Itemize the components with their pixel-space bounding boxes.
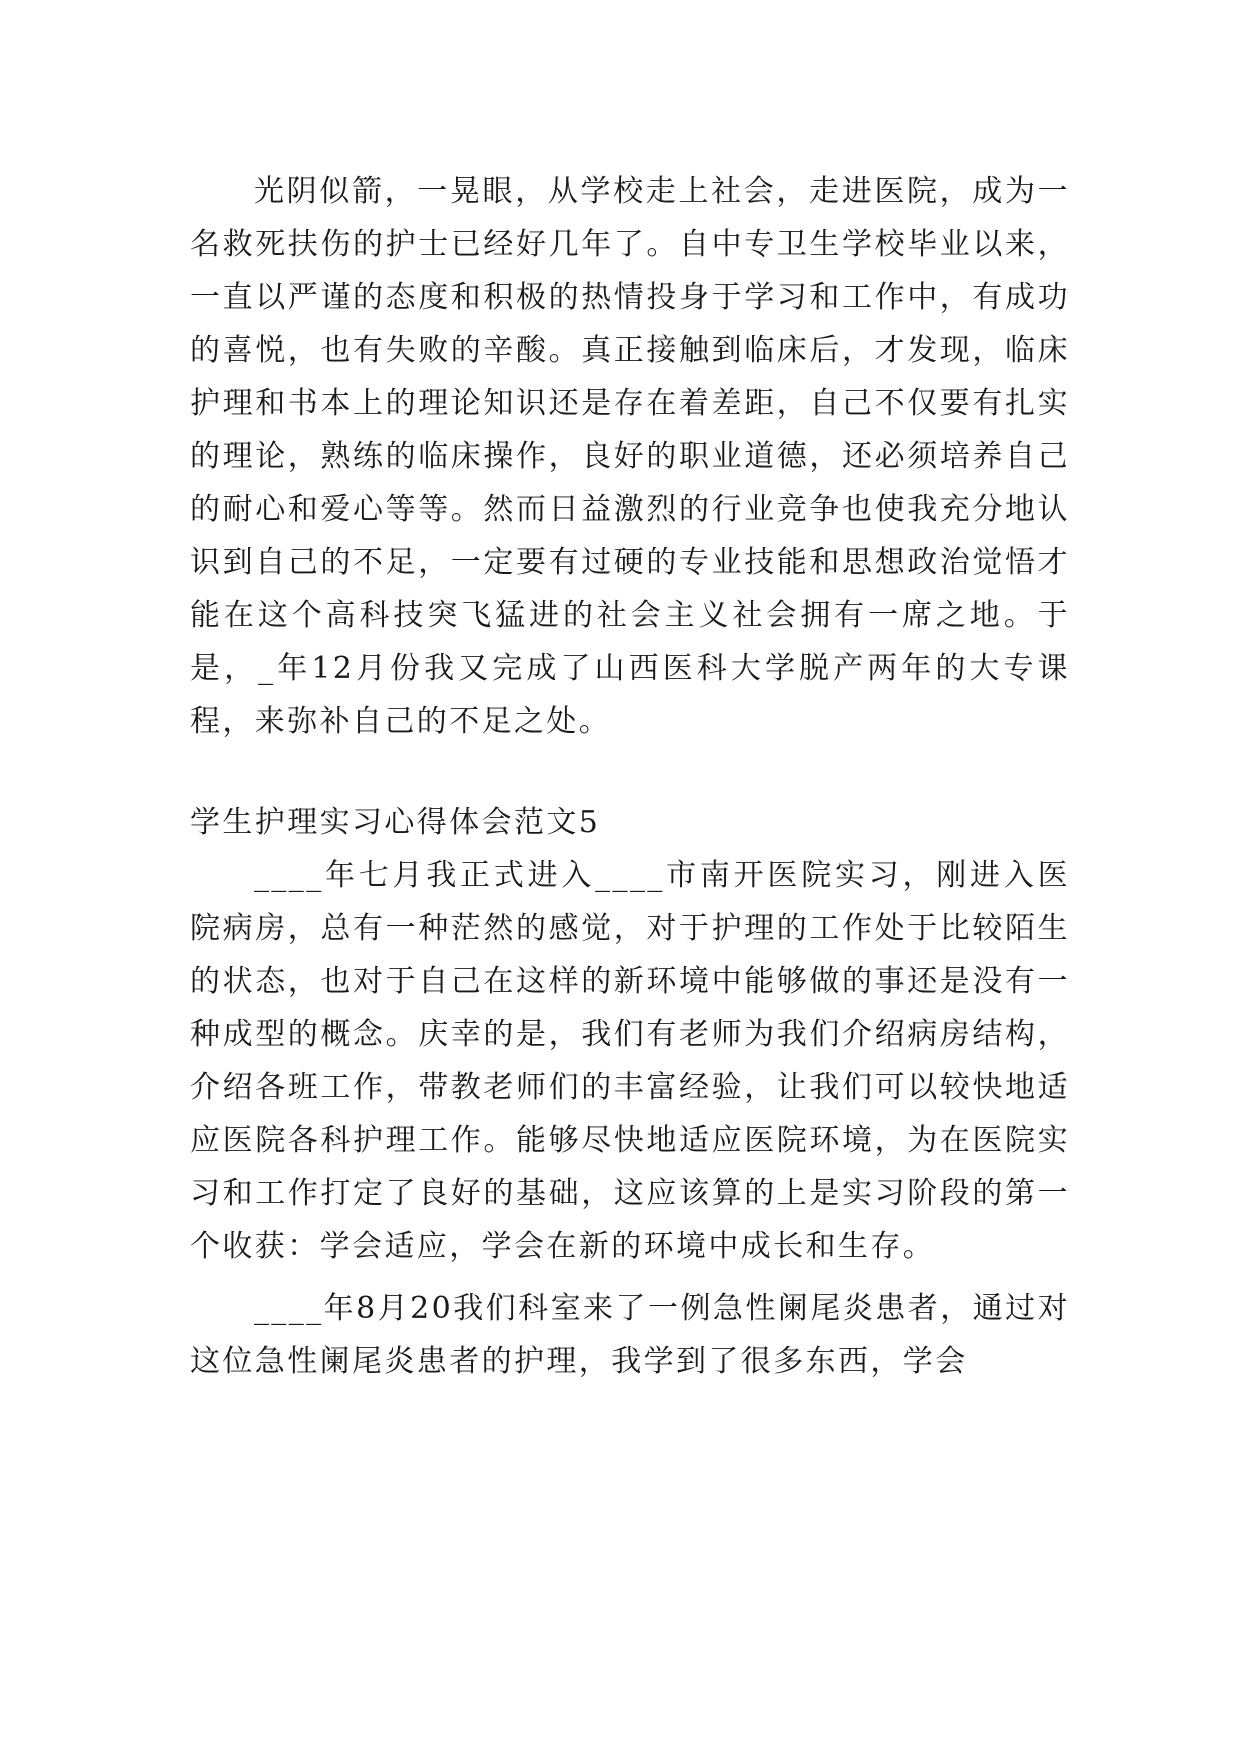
paragraph-internship: ____年七月我正式进入____市南开医院实习，刚进入医院病房，总有一种茫然的感觉，对于护理的工作处于比较陌生的状态，也对于自己在这样的新环境中能够做的事还是没有一种成型的概念。庆幸的是，我们有老师为我们介绍病房结构，介绍各班工作，带教老师们的丰富经验，让我们可以较快地适应医院各科护理工作。能够尽快地适应医院环境，为在医院实习和工作打定了良好的基础，这应该算的上是实习阶段的第一个收获：学会适应，学会在新的环境中成长和生存。 bbox=[190, 858, 1070, 1264]
paragraph-appendicitis: ____年8月20我们科室来了一例急性阑尾炎患者，通过对这位急性阑尾炎患者的护理，我学到了很多东西，学会 bbox=[190, 1291, 1070, 1379]
document-page bbox=[190, 165, 1070, 1388]
paragraph-intro: 光阴似箭，一晃眼，从学校走上社会，走进医院，成为一名救死扶伤的护士已经好几年了。自中专卫生学校毕业以来，一直以严谨的态度和积极的热情投身于学习和工作中，有成功的喜悦，也有失败的辛酸。真正接触到临床后，才发现，临床护理和书本上的理论知识还是存在着差距，自己不仅要有扎实的理论，熟练的临床操作，良好的职业道德，还必须培养自己的耐心和爱心等等。然而日益激烈的行业竞争也使我充分地认识到自己的不足，一定要有过硬的专业技能和思想政治觉悟才能在这个高科技突飞猛进的社会主义社会拥有一席之地。于是，_年12月份我又完成了山西医科大学脱产两年的大专课程，来弥补自己的不足之处。 bbox=[190, 174, 1070, 739]
section-title: 学生护理实习心得体会范文5 bbox=[190, 805, 601, 840]
